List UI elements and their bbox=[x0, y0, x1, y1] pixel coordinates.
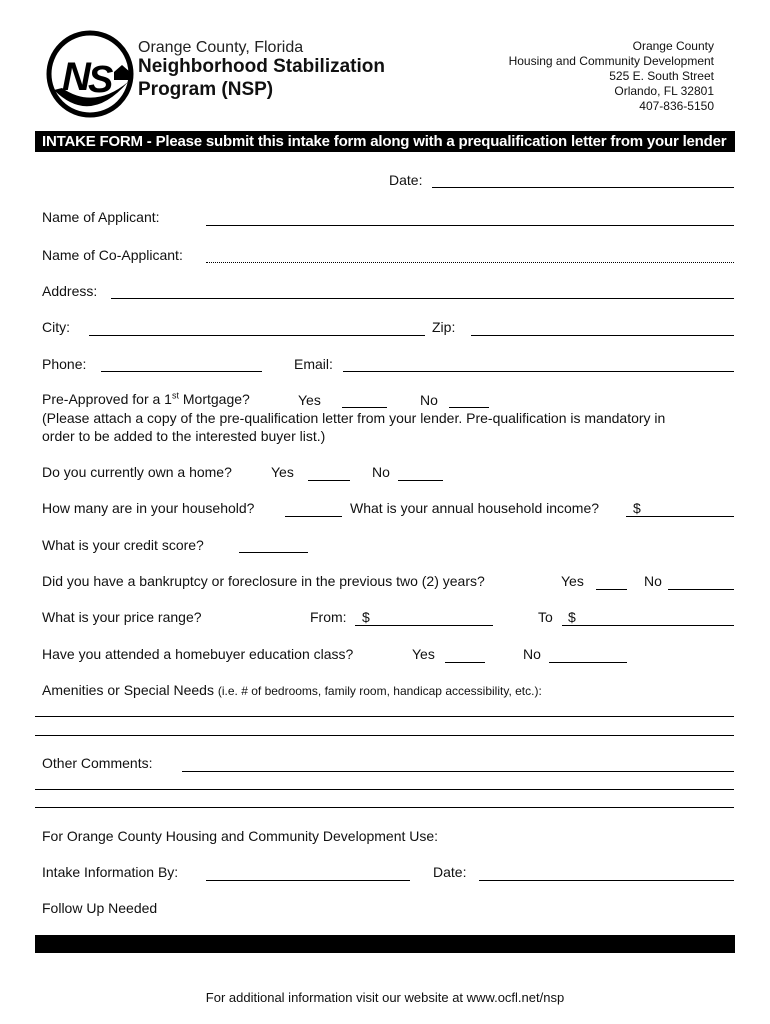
education-no-field[interactable] bbox=[549, 662, 627, 663]
own-home-no-field[interactable] bbox=[398, 480, 443, 481]
address-line: Orange County bbox=[632, 39, 714, 53]
intake-form-banner: INTAKE FORM - Please submit this intake form along with a prequalification letter from your lender bbox=[35, 131, 735, 152]
price-from-field[interactable] bbox=[355, 625, 493, 626]
footer-text: For additional information visit our website at www.ocfl.net/nsp bbox=[205, 990, 565, 1005]
applicant-field[interactable] bbox=[206, 225, 734, 226]
address-line: Orlando, FL 32801 bbox=[614, 84, 714, 98]
svg-text:S: S bbox=[88, 59, 114, 101]
income-dollar-sign: $ bbox=[633, 500, 641, 516]
household-field[interactable] bbox=[285, 516, 342, 517]
office-date-field[interactable] bbox=[479, 880, 734, 881]
own-home-yes-label: Yes bbox=[271, 464, 294, 480]
price-to-dollar-sign: $ bbox=[568, 609, 576, 625]
email-label: Email: bbox=[294, 356, 333, 372]
price-from-label: From: bbox=[310, 609, 347, 625]
income-field[interactable] bbox=[626, 516, 734, 517]
amenities-line-1[interactable] bbox=[35, 716, 734, 717]
ordinal-suffix: st bbox=[171, 390, 179, 401]
amenities-hint: (i.e. # of bedrooms, family room, handicap accessibility, etc.): bbox=[217, 684, 542, 698]
footer-bar bbox=[35, 935, 735, 953]
office-use-heading: For Orange County Housing and Community Development Use: bbox=[42, 828, 439, 844]
address-field[interactable] bbox=[111, 298, 734, 299]
credit-score-label: What is your credit score? bbox=[42, 537, 204, 553]
department-address bbox=[509, 39, 714, 114]
bankruptcy-no-label: No bbox=[644, 573, 662, 589]
email-field[interactable] bbox=[343, 371, 734, 372]
amenities-title: Amenities or Special Needs bbox=[42, 682, 214, 698]
zip-field[interactable] bbox=[471, 335, 734, 336]
bankruptcy-yes-field[interactable] bbox=[596, 589, 627, 590]
comments-line-2[interactable] bbox=[35, 789, 734, 790]
price-to-label: To bbox=[538, 609, 553, 625]
coapplicant-field[interactable] bbox=[206, 262, 734, 263]
address-label: Address: bbox=[42, 283, 98, 299]
income-label: What is your annual household income? bbox=[350, 500, 600, 516]
intake-by-field[interactable] bbox=[206, 880, 410, 881]
amenities-label bbox=[42, 682, 542, 700]
credit-score-field[interactable] bbox=[239, 552, 308, 553]
office-date-label: Date: bbox=[433, 864, 467, 880]
preapproved-no-label: No bbox=[420, 392, 438, 408]
own-home-no-label: No bbox=[372, 464, 390, 480]
price-range-label: What is your price range? bbox=[42, 609, 202, 625]
education-yes-field[interactable] bbox=[445, 662, 485, 663]
bankruptcy-yes-label: Yes bbox=[561, 573, 584, 589]
comments-line-1[interactable] bbox=[182, 771, 734, 772]
applicant-label: Name of Applicant: bbox=[42, 209, 160, 225]
svg-text:N: N bbox=[62, 55, 91, 99]
price-to-field[interactable] bbox=[562, 625, 734, 626]
date-field[interactable] bbox=[432, 187, 734, 188]
bankruptcy-no-field[interactable] bbox=[668, 589, 734, 590]
nsp-logo-icon bbox=[44, 30, 136, 118]
phone-field[interactable] bbox=[101, 371, 262, 372]
preapproved-note: (Please attach a copy of the pre-qualification letter from your lender. Pre-qualification is mandatory in bbox=[42, 410, 666, 426]
price-from-dollar-sign: $ bbox=[362, 609, 370, 625]
program-abbrev: Program (NSP) bbox=[138, 79, 274, 100]
own-home-label: Do you currently own a home? bbox=[42, 464, 232, 480]
preapproved-label bbox=[42, 391, 250, 408]
preapproved-text-end: Mortgage? bbox=[178, 391, 250, 407]
follow-up-label: Follow Up Needed bbox=[42, 900, 158, 916]
preapproved-no-field[interactable] bbox=[449, 407, 489, 408]
address-line: 525 E. South Street bbox=[609, 69, 714, 83]
comments-label: Other Comments: bbox=[42, 755, 153, 771]
education-no-label: No bbox=[523, 646, 541, 662]
preapproved-yes-field[interactable] bbox=[342, 407, 387, 408]
education-yes-label: Yes bbox=[412, 646, 435, 662]
city-label: City: bbox=[42, 319, 70, 335]
date-label: Date: bbox=[389, 172, 423, 188]
address-line: 407-836-5150 bbox=[639, 99, 714, 113]
preapproved-yes-label: Yes bbox=[298, 392, 321, 408]
household-label: How many are in your household? bbox=[42, 500, 255, 516]
address-line: Housing and Community Development bbox=[508, 54, 714, 68]
preapproved-note-cont: order to be added to the interested buyer list.) bbox=[42, 428, 326, 444]
own-home-yes-field[interactable] bbox=[308, 480, 350, 481]
org-name: Orange County, Florida bbox=[138, 39, 304, 56]
intake-by-label: Intake Information By: bbox=[42, 864, 179, 880]
comments-line-3[interactable] bbox=[35, 807, 734, 808]
program-name: Neighborhood Stabilization bbox=[138, 56, 385, 77]
coapplicant-label: Name of Co-Applicant: bbox=[42, 247, 183, 263]
education-class-label: Have you attended a homebuyer education class? bbox=[42, 646, 354, 662]
phone-label: Phone: bbox=[42, 356, 87, 372]
bankruptcy-label: Did you have a bankruptcy or foreclosure in the previous two (2) years? bbox=[42, 573, 485, 589]
amenities-line-2[interactable] bbox=[35, 735, 734, 736]
zip-label: Zip: bbox=[432, 319, 456, 335]
preapproved-text: Pre-Approved for a 1 bbox=[42, 391, 172, 407]
city-field[interactable] bbox=[89, 335, 425, 336]
